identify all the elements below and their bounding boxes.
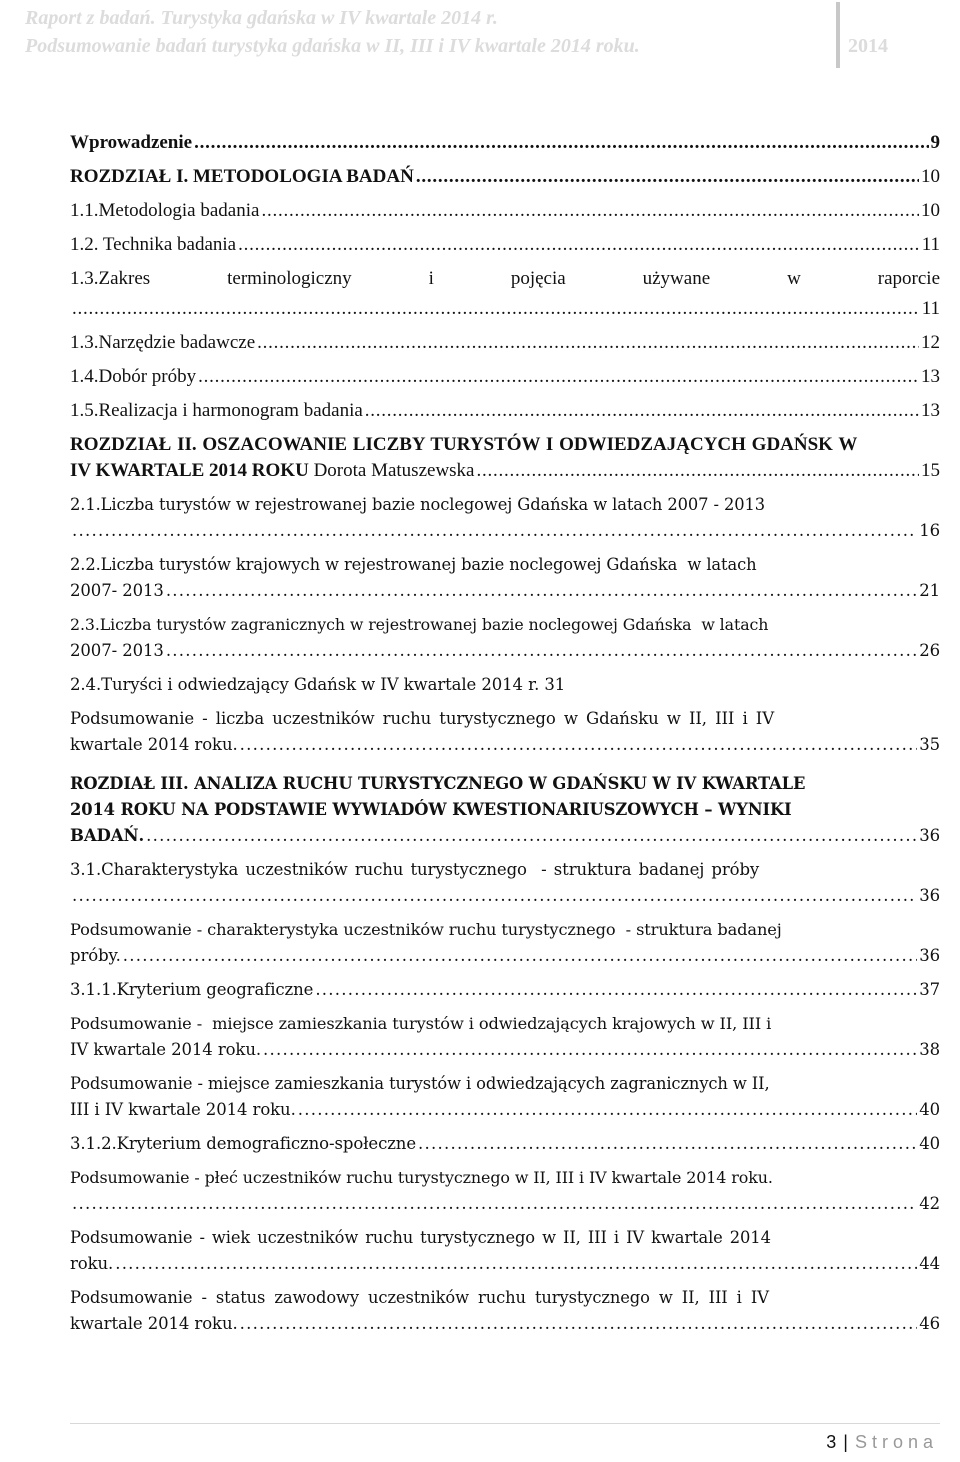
toc-title-bold: IV KWARTALE 2014 ROKU (70, 460, 309, 481)
toc-page: 42 (919, 1194, 940, 1213)
toc-title: 3.1.Charakterystyka uczestników ruchu turystycznego - struktura badanej próby (70, 860, 760, 879)
toc-entry-3-1[interactable] (70, 857, 940, 909)
toc-title: Podsumowanie - status zawodowy uczestników ruchu turystycznego w II, III i IV (70, 1288, 769, 1307)
toc-page: 9 (930, 132, 940, 153)
toc-entry-1-1[interactable] (70, 198, 940, 224)
toc-entry-2-1[interactable] (70, 492, 940, 544)
toc-title: 1.3.Narzędzie badawcze (70, 332, 256, 353)
toc-entry-3-1-1[interactable] (70, 977, 940, 1003)
toc-entry-podsumowanie-status[interactable] (70, 1285, 940, 1337)
toc-title: Podsumowanie - miejsce zamieszkania turystów i odwiedzających krajowych w II, III i (70, 1014, 772, 1033)
dot-leader (166, 638, 917, 664)
toc-page: 10 (921, 200, 940, 221)
toc-page: 38 (919, 1040, 940, 1059)
toc-title: Wprowadzenie (70, 132, 193, 153)
toc-entry-rozdzial-1[interactable] (70, 164, 940, 190)
header-year: 2014 (848, 35, 888, 57)
toc-title-cont: kwartale 2014 roku. (70, 735, 238, 754)
toc-page: 37 (919, 980, 940, 999)
dot-leader (263, 1037, 917, 1063)
dot-leader (238, 232, 920, 258)
dot-leader (416, 164, 919, 190)
toc-entry-1-2[interactable] (70, 232, 940, 258)
toc-page: 46 (919, 1314, 940, 1333)
toc-word: używane (642, 268, 711, 289)
toc-title: 2.3.Liczba turystów zagranicznych w rejestrowanej bazie noclegowej Gdańska w latach (70, 615, 769, 634)
dot-leader (418, 1131, 917, 1157)
toc-title-cont: roku. (70, 1254, 114, 1273)
toc-title-cont: IV kwartale 2014 roku. (70, 1040, 262, 1059)
toc-word: w (787, 268, 801, 289)
toc-page: 36 (919, 886, 940, 905)
toc-page: 35 (919, 735, 940, 754)
toc-entry-podsumowanie-zagraniczni[interactable] (70, 1071, 940, 1123)
toc-entry-1-3-zakres[interactable] (70, 266, 940, 322)
dot-leader (198, 364, 919, 390)
toc-title: ROZDZIAŁ II. OSZACOWANIE LICZBY TURYSTÓW I ODWIEDZAJĄCYCH GDAŃSK W (70, 434, 858, 455)
dot-leader (72, 518, 917, 544)
toc-entry-rozdzial-3[interactable] (70, 771, 940, 849)
toc-title: ROZDIAŁ III. ANALIZA RUCHU TURYSTYCZNEGO W GDAŃSKU W IV KWARTALE (70, 774, 806, 793)
toc-title: Podsumowanie - charakterystyka uczestników ruchu turystycznego - struktura badanej (70, 920, 782, 939)
toc-title: Podsumowanie - miejsce zamieszkania turystów i odwiedzających zagranicznych w II, (70, 1074, 770, 1093)
header-line-1: Raport z badań. Turystyka gdańska w IV kwartale 2014 r. (25, 7, 498, 29)
dot-leader (146, 823, 917, 849)
dot-leader (194, 130, 928, 156)
toc-title-cont: kwartale 2014 roku. (70, 1314, 238, 1333)
dot-leader (298, 1097, 917, 1123)
toc-page: 26 (919, 641, 940, 660)
toc-entry-3-1-2[interactable] (70, 1131, 940, 1157)
toc-page: 40 (919, 1134, 940, 1153)
toc-entry-2-2[interactable] (70, 552, 940, 604)
toc-entry-podsumowanie-liczba[interactable] (70, 706, 940, 758)
toc-title: 2.4.Turyści i odwiedzający Gdańsk w IV kwartale 2014 r. 31 (70, 675, 566, 694)
toc-title: 1.4.Dobór próby (70, 366, 197, 387)
header-divider (836, 2, 840, 68)
dot-leader (257, 330, 919, 356)
dot-leader (365, 398, 919, 424)
toc-entry-1-4[interactable] (70, 364, 940, 390)
toc-title-cont: III i IV kwartale 2014 roku. (70, 1100, 296, 1119)
header-line-2: Podsumowanie badań turystyka gdańska w II, III i IV kwartale 2014 roku. (25, 35, 640, 57)
footer-label: Strona (854, 1432, 938, 1452)
toc-page: 11 (921, 298, 940, 319)
toc-entry-podsumowanie-wiek[interactable] (70, 1225, 940, 1277)
toc-title-cont: BADAŃ. (70, 826, 145, 845)
toc-title: 2.1.Liczba turystów w rejestrowanej bazie noclegowej Gdańska w latach 2007 - 2013 (70, 495, 765, 514)
toc-page: 21 (919, 581, 940, 600)
toc-page: 16 (919, 521, 940, 540)
dot-leader (240, 732, 918, 758)
toc-title: 1.5.Realizacja i harmonogram badania (70, 400, 363, 421)
toc-page: 40 (919, 1100, 940, 1119)
toc-title-justified (70, 266, 940, 292)
footer-separator: | (843, 1432, 849, 1452)
toc-entry-2-4[interactable] (70, 672, 940, 698)
toc-title: 1.1.Metodologia badania (70, 200, 260, 221)
toc-title: Podsumowanie - płeć uczestników ruchu turystycznego w II, III i IV kwartale 2014 roku. (70, 1168, 773, 1187)
dot-leader (115, 1251, 917, 1277)
toc-title-cont: 2014 ROKU NA PODSTAWIE WYWIADÓW KWESTIONARIUSZOWYCH – WYNIKI (70, 800, 792, 819)
toc-word: terminologiczny (227, 268, 352, 289)
dot-leader (166, 578, 917, 604)
toc-page: 10 (921, 166, 940, 187)
toc-title: 3.1.2.Kryterium demograficzno-społeczne (70, 1134, 416, 1153)
dot-leader (315, 977, 917, 1003)
toc-title: 1.2. Technika badania (70, 234, 237, 255)
page-number: 3 (826, 1432, 838, 1452)
toc-title: Podsumowanie - wiek uczestników ruchu turystycznego w II, III i IV kwartale 2014 (70, 1228, 771, 1247)
toc-entry-2-3[interactable] (70, 612, 940, 664)
toc-entry-rozdzial-2[interactable] (70, 432, 940, 484)
toc-author: Dorota Matuszewska (308, 460, 475, 481)
toc-title: 2.2.Liczba turystów krajowych w rejestrowanej bazie noclegowej Gdańska w latach (70, 555, 757, 574)
toc-entry-1-5[interactable] (70, 398, 940, 424)
toc-page: 12 (921, 332, 940, 353)
toc-title: ROZDZIAŁ I. METODOLOGIA BADAŃ (70, 166, 414, 187)
toc-page: 15 (921, 460, 940, 481)
toc-page: 11 (921, 234, 940, 255)
toc-title-cont: próby. (70, 946, 121, 965)
toc-page: 13 (921, 366, 940, 387)
dot-leader (477, 458, 920, 484)
toc-word: i (428, 268, 434, 289)
toc-word: raporcie (877, 268, 940, 289)
toc-entry-narzedzie[interactable] (70, 330, 940, 356)
toc-title-cont: 2007- 2013 (70, 581, 164, 600)
toc-page: 36 (919, 826, 940, 845)
toc-word: pojęcia (510, 268, 566, 289)
dot-leader (261, 198, 919, 224)
footer-rule (70, 1423, 940, 1424)
dot-leader (72, 296, 920, 322)
dot-leader (240, 1311, 918, 1337)
toc-title-cont: 2007- 2013 (70, 641, 164, 660)
toc-page: 44 (919, 1254, 940, 1273)
toc-entry-podsumowanie-charakterystyka[interactable] (70, 917, 940, 969)
dot-leader (123, 943, 917, 969)
running-header (0, 0, 960, 70)
toc-entry-wprowadzenie[interactable] (70, 130, 940, 156)
toc-page: 13 (921, 400, 940, 421)
toc-entry-podsumowanie-plec[interactable] (70, 1165, 940, 1217)
toc-title: Podsumowanie - liczba uczestników ruchu turystycznego w Gdańsku w II, III i IV (70, 709, 775, 728)
dot-leader (72, 883, 917, 909)
dot-leader (72, 1191, 917, 1217)
toc-page: 36 (919, 946, 940, 965)
toc-word: 1.3.Zakres (70, 268, 151, 289)
table-of-contents (70, 130, 940, 1337)
toc-entry-podsumowanie-krajowi[interactable] (70, 1011, 940, 1063)
page-footer (826, 1432, 938, 1453)
toc-title: 3.1.1.Kryterium geograficzne (70, 980, 314, 999)
